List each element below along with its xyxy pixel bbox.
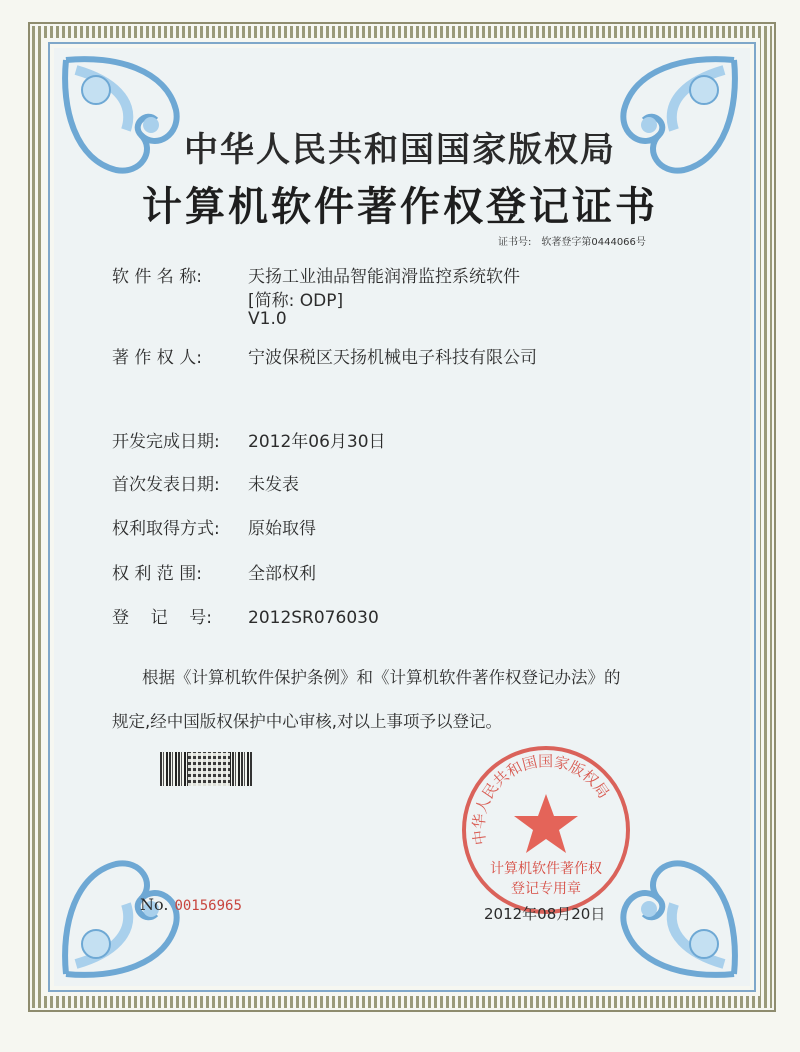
software-name-row <box>112 262 520 287</box>
first-publication-row <box>112 470 299 495</box>
acquisition-method-row <box>112 514 316 539</box>
seal-center-line1: 计算机软件著作权 <box>490 861 602 877</box>
acquisition-method-value: 原始取得 <box>248 519 316 539</box>
copyright-owner-label: 著 作 权 人: <box>112 348 202 368</box>
certificate-number-value: 软著登字第0444066号 <box>541 237 646 248</box>
seal-ring-text: 中华人民共和国国家版权局 <box>469 752 613 847</box>
seal-center-line2: 登记专用章 <box>511 881 581 897</box>
first-publication-label: 首次发表日期: <box>112 475 220 495</box>
serial-number <box>140 895 242 914</box>
official-seal <box>460 744 632 916</box>
software-short-name: [简称: ODP] <box>248 291 344 311</box>
scope-of-rights-value: 全部权利 <box>248 564 316 584</box>
certificate-title: 计算机软件著作权登记证书 <box>142 184 658 230</box>
scope-of-rights-label: 权 利 范 围: <box>112 564 202 584</box>
software-name-value: 天扬工业油品智能润滑监控系统软件 <box>248 267 520 287</box>
issuing-authority-title: 中华人民共和国国家版权局 <box>184 130 616 170</box>
serial-number-value: 00156965 <box>174 898 242 914</box>
completion-date-label: 开发完成日期: <box>112 432 220 452</box>
registration-number-value: 2012SR076030 <box>248 608 379 628</box>
certificate-number-label: 证书号: <box>498 237 532 248</box>
registration-statement-line1: 根据《计算机软件保护条例》和《计算机软件著作权登记办法》的 <box>142 668 621 687</box>
acquisition-method-label: 权利取得方式: <box>112 519 220 539</box>
completion-date-row <box>112 427 386 452</box>
registration-number-row <box>112 603 379 628</box>
issue-date: 2012年08月20日 <box>484 905 606 923</box>
barcode-matrix <box>188 752 230 786</box>
copyright-owner-row <box>112 343 537 368</box>
software-version: V1.0 <box>248 309 287 329</box>
barcode <box>160 752 252 786</box>
registration-number-label: 登 记 号: <box>112 608 212 628</box>
serial-number-label: No. <box>140 895 169 914</box>
certificate-number <box>498 233 656 248</box>
first-publication-value: 未发表 <box>248 475 299 495</box>
registration-statement-line2: 规定,经中国版权保护中心审核,对以上事项予以登记。 <box>112 712 502 731</box>
software-name-label: 软 件 名 称: <box>112 267 202 287</box>
completion-date-value: 2012年06月30日 <box>248 432 386 452</box>
copyright-owner-value: 宁波保税区天扬机械电子科技有限公司 <box>248 348 537 368</box>
scope-of-rights-row <box>112 559 316 584</box>
